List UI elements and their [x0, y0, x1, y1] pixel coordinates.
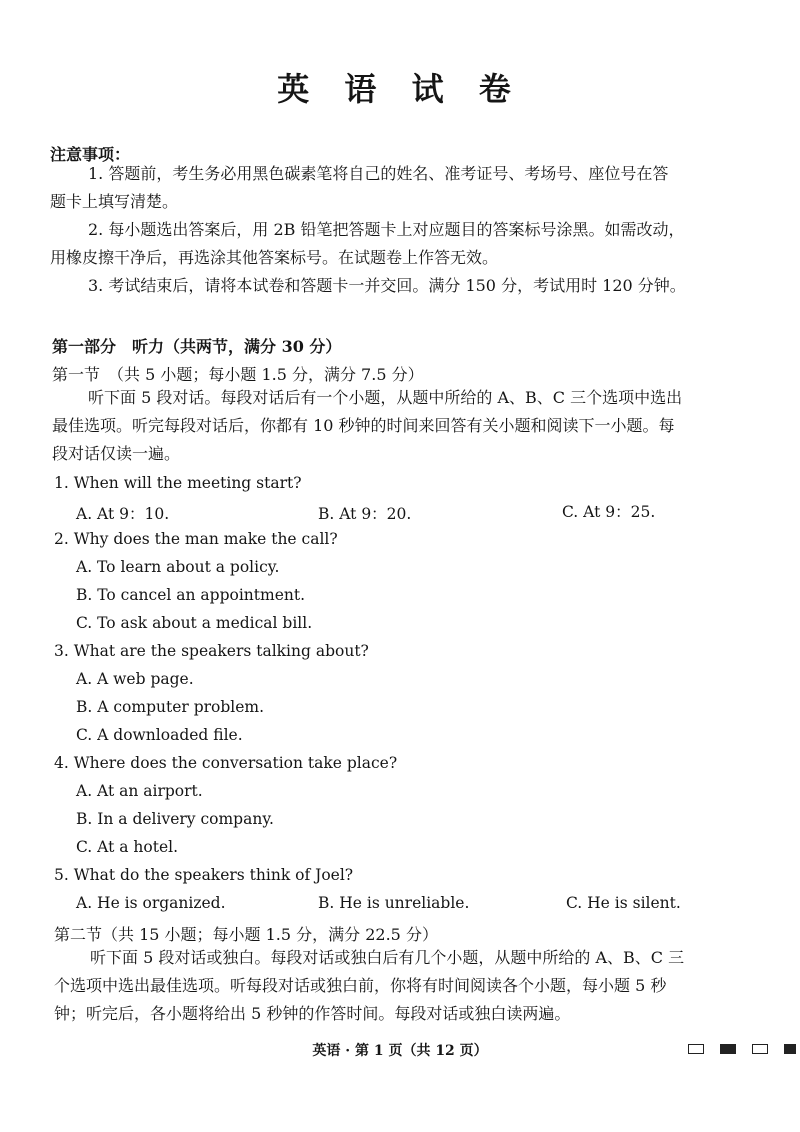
section1-instruction-b: 最佳选项。听完每段对话后，你都有 10 秒钟的时间来回答有关小题和阅读下一小题。每	[52, 416, 675, 435]
mark-empty-2	[752, 1044, 768, 1054]
question-3: 3. What are the speakers talking about?	[54, 642, 369, 660]
question-1: 1. When will the meeting start?	[54, 474, 302, 492]
question-2: 2. Why does the man make the call?	[54, 530, 338, 548]
notice-heading: 注意事项：	[50, 145, 131, 164]
question-5-option-b: B. He is unreliable.	[318, 894, 470, 912]
section2-heading: 第二节（共 15 小题；每小题 1.5 分，满分 22.5 分）	[54, 925, 438, 944]
section1-heading: 第一节 （共 5 小题；每小题 1.5 分，满分 7.5 分）	[52, 365, 424, 384]
notice-line-1a: 1. 答题前，考生务必用黑色碳素笔将自己的姓名、准考证号、考场号、座位号在答	[88, 164, 669, 183]
question-1-option-c: C. At 9：25.	[562, 503, 656, 521]
question-4: 4. Where does the conversation take place?	[54, 754, 398, 772]
notice-line-1b: 题卡上填写清楚。	[50, 192, 179, 211]
question-2-option-b: B. To cancel an appointment.	[76, 586, 306, 604]
page-footer: 英语 · 第 1 页（共 12 页）	[312, 1043, 488, 1059]
page-title: 英 语 试 卷	[277, 70, 523, 108]
question-3-option-b: B. A computer problem.	[76, 698, 265, 716]
question-5-option-a: A. He is organized.	[76, 894, 226, 912]
question-4-option-a: A. At an airport.	[76, 782, 203, 800]
notice-line-2a: 2. 每小题选出答案后，用 2B 铅笔把答题卡上对应题目的答案标号涂黑。如需改动，	[88, 220, 685, 239]
question-1-option-b: B. At 9：20.	[318, 505, 412, 523]
mark-filled-2	[784, 1044, 796, 1054]
question-5-option-c: C. He is silent.	[566, 894, 681, 912]
notice-line-3: 3. 考试结束后，请将本试卷和答题卡一并交回。满分 150 分，考试用时 120 分钟。	[88, 276, 686, 295]
question-4-option-b: B. In a delivery company.	[76, 810, 274, 828]
mark-empty-1	[688, 1044, 704, 1054]
mark-filled-1	[720, 1044, 736, 1054]
section2-instruction-b: 个选项中选出最佳选项。听每段对话或独白前，你将有时间阅读各个小题，每小题 5 秒	[54, 976, 667, 995]
question-1-option-a: A. At 9：10.	[76, 505, 170, 523]
question-3-option-a: A. A web page.	[76, 670, 194, 688]
question-3-option-c: C. A downloaded file.	[76, 726, 243, 744]
section1-instruction-a: 听下面 5 段对话。每段对话后有一个小题，从题中所给的 A、B、C 三个选项中选出	[88, 388, 683, 407]
question-2-option-a: A. To learn about a policy.	[76, 558, 280, 576]
section2-instruction-a: 听下面 5 段对话或独白。每段对话或独白后有几个小题，从题中所给的 A、B、C 三	[90, 948, 685, 967]
question-2-option-c: C. To ask about a medical bill.	[76, 614, 313, 632]
section2-instruction-c: 钟；听完后，各小题将给出 5 秒钟的作答时间。每段对话或独白读两遍。	[54, 1004, 571, 1023]
section1-instruction-c: 段对话仅读一遍。	[52, 444, 181, 463]
part1-heading: 第一部分 听力（共两节，满分 30 分）	[52, 337, 342, 356]
question-5: 5. What do the speakers think of Joel?	[54, 866, 354, 884]
notice-line-2b: 用橡皮擦干净后，再选涂其他答案标号。在试题卷上作答无效。	[50, 248, 499, 267]
question-4-option-c: C. At a hotel.	[76, 838, 179, 856]
